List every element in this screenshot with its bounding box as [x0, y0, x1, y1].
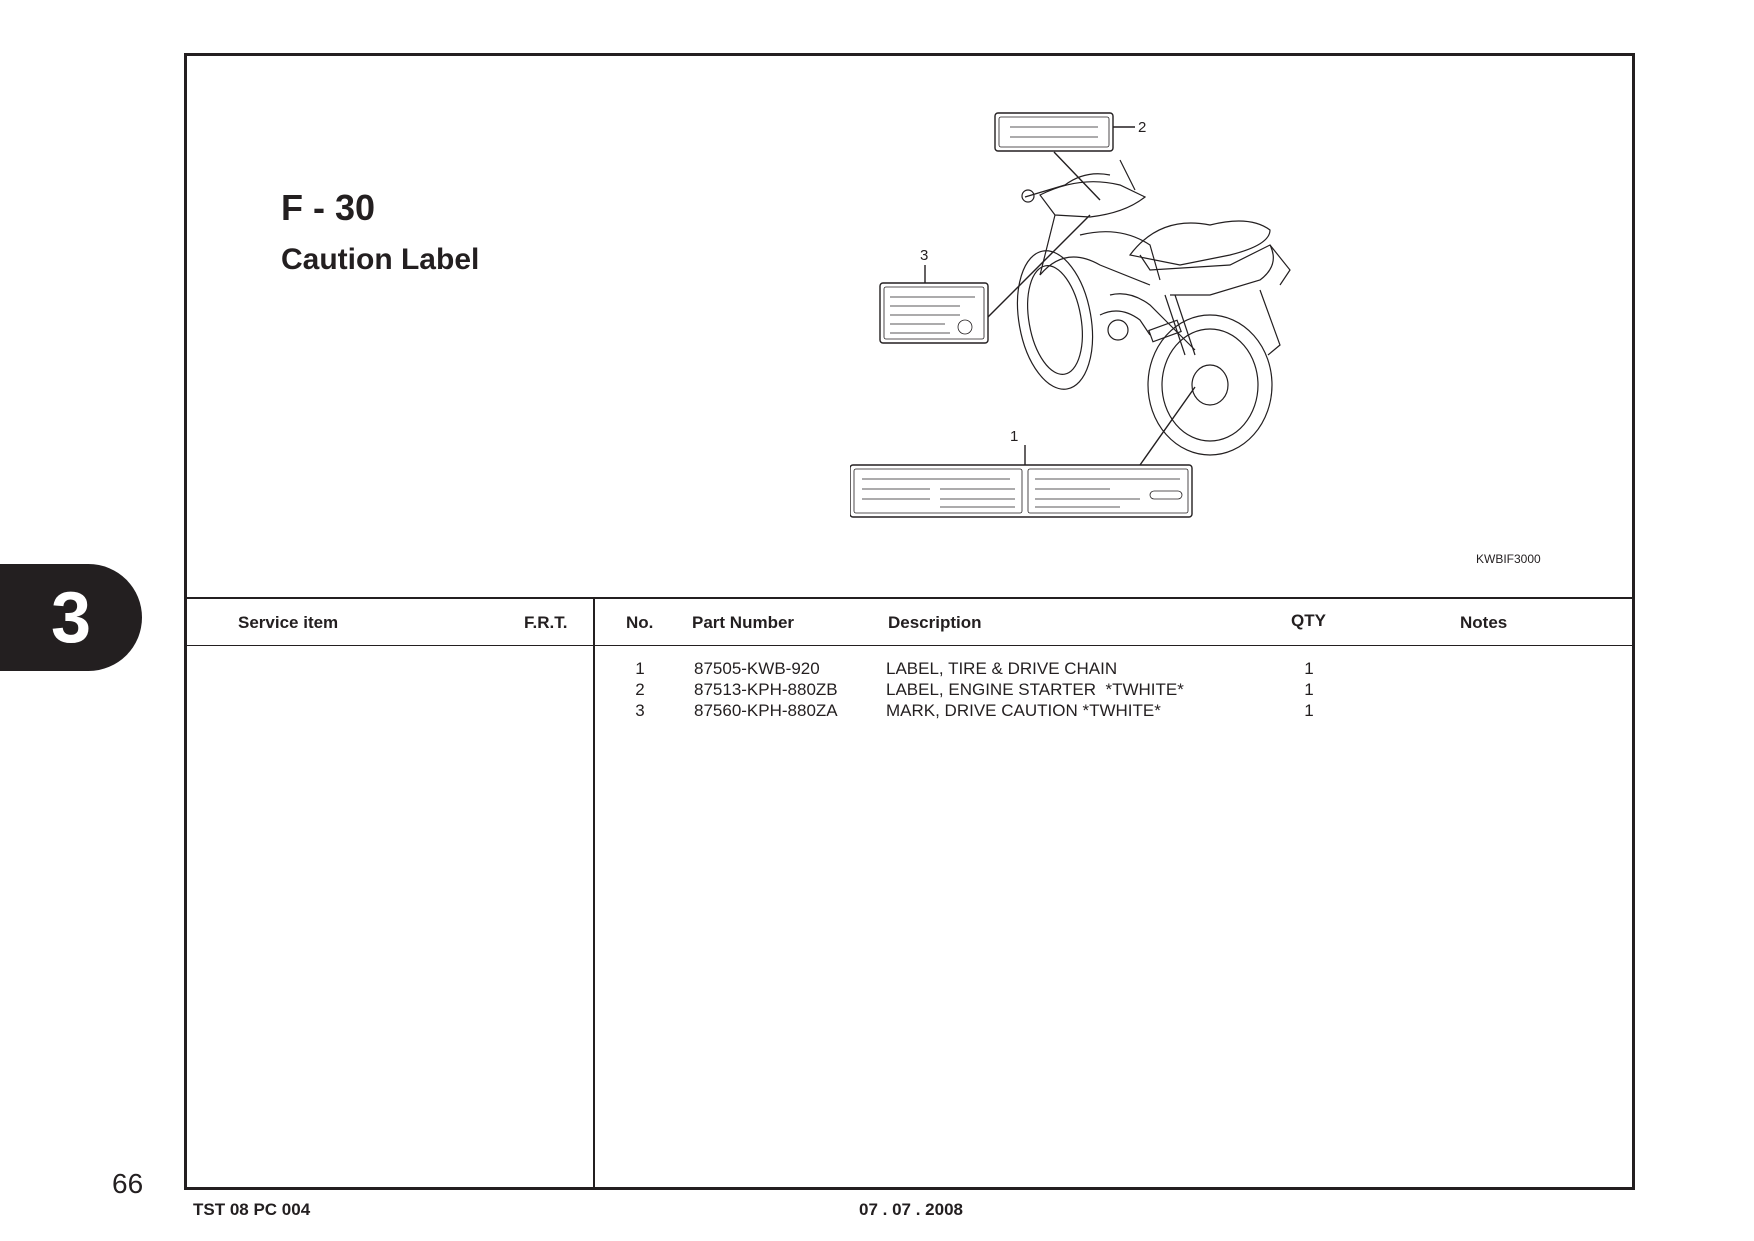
table-row	[0, 701, 1754, 722]
callout-1: 1	[1010, 428, 1019, 445]
section-tab	[0, 564, 142, 671]
header-frt: F.R.T.	[524, 613, 568, 632]
table-row	[0, 680, 1754, 701]
header-notes: Notes	[1460, 613, 1508, 632]
section-number: 3	[50, 577, 92, 658]
row-no: 2	[635, 680, 645, 699]
document-code: TST 08 PC 004	[193, 1200, 311, 1219]
header-service-item: Service item	[238, 613, 339, 632]
document-date: 07 . 07 . 2008	[859, 1200, 963, 1219]
row-description: MARK, DRIVE CAUTION *TWHITE*	[886, 701, 1161, 720]
row-description: LABEL, ENGINE STARTER *TWHITE*	[886, 680, 1184, 699]
header-description: Description	[888, 613, 982, 632]
table-row	[0, 659, 1754, 680]
row-qty: 1	[1304, 701, 1314, 720]
row-qty: 1	[1304, 659, 1314, 678]
table-header-rule	[184, 645, 1635, 646]
row-part-number: 87513-KPH-880ZB	[694, 680, 838, 699]
header-part-number: Part Number	[692, 613, 795, 632]
header-qty: QTY	[1291, 611, 1326, 630]
motorcycle-illustration	[1007, 160, 1290, 455]
row-part-number: 87560-KPH-880ZA	[694, 701, 838, 720]
callout-3: 3	[920, 247, 929, 264]
row-no: 1	[635, 659, 645, 678]
page-number: 66	[112, 1168, 144, 1199]
callout-2: 2	[1138, 119, 1147, 136]
figure-title: Caution Label	[281, 243, 480, 276]
drawing-reference: KWBIF3000	[1476, 552, 1541, 566]
table-top-rule	[184, 597, 1635, 599]
figure-code: F - 30	[281, 187, 376, 228]
row-description: LABEL, TIRE & DRIVE CHAIN	[886, 659, 1118, 678]
row-no: 3	[635, 701, 645, 720]
parts-illustration	[850, 105, 1350, 535]
row-part-number: 87505-KWB-920	[694, 659, 820, 678]
row-qty: 1	[1304, 680, 1314, 699]
label-2-diagram	[995, 113, 1113, 151]
header-no: No.	[626, 613, 654, 632]
label-3-diagram	[880, 283, 988, 343]
label-1-diagram	[850, 465, 1192, 517]
